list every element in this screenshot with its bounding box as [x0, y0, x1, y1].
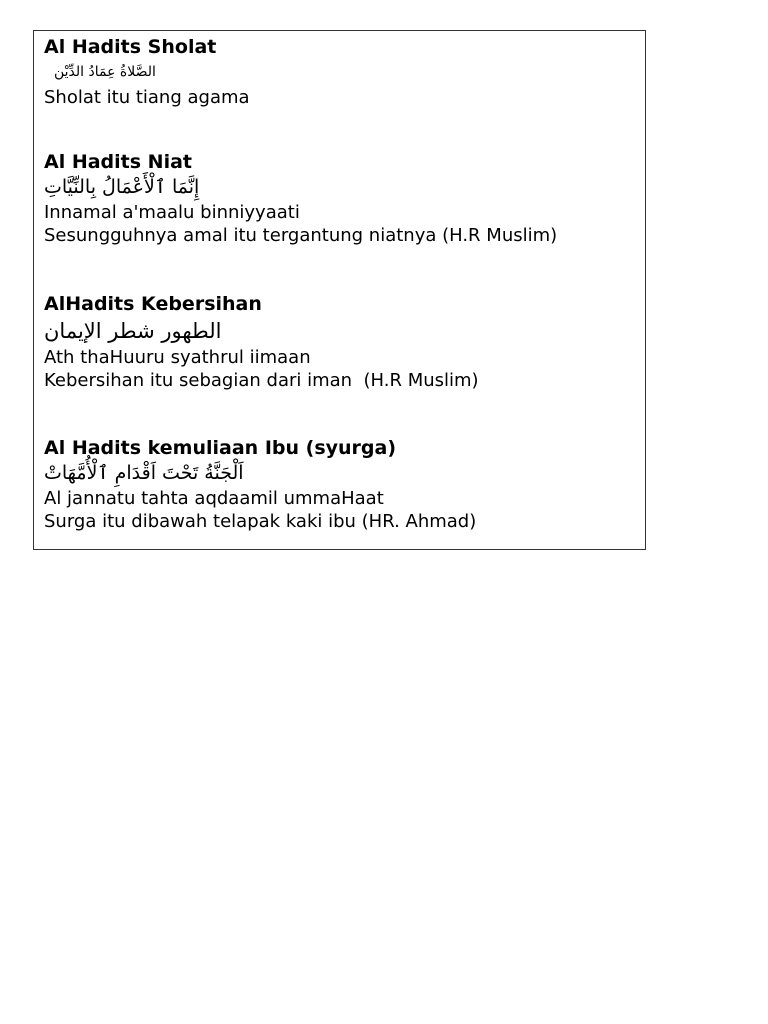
hadith-document-box — [33, 30, 646, 550]
hadith-section-niat — [44, 151, 644, 247]
transliteration-line: Ath thaHuuru syathrul iimaan — [44, 347, 311, 368]
arabic-text: اَلْجَنَّةُ تَحْتَ اَقْدَامِ ٱلْأُمَّهَاتْ — [44, 462, 244, 484]
arabic-text: إِنَّمَا ٱلْأَعْمَالُ بِالنِّيَّاتِ — [44, 176, 200, 198]
transliteration-line: Innamal a'maalu binniyyaati — [44, 202, 300, 223]
section-title: Al Hadits Sholat — [44, 36, 217, 58]
translation-line: Sesungguhnya amal itu tergantung niatnya (H.R Muslim) — [44, 225, 558, 246]
section-title: AlHadits Kebersihan — [44, 293, 262, 315]
arabic-text: الصَّلاةُ عِمَادُ الدِّيْن — [54, 64, 156, 80]
section-title: Al Hadits Niat — [44, 151, 192, 173]
hadith-section-sholat — [44, 36, 644, 109]
arabic-text: الطهور شطر الإيمان — [44, 319, 222, 343]
transliteration-line: Sholat itu tiang agama — [44, 87, 250, 108]
transliteration-line: Al jannatu tahta aqdaamil ummaHaat — [44, 488, 384, 509]
hadith-section-kemuliaan-ibu — [44, 437, 644, 533]
hadith-section-kebersihan — [44, 293, 644, 392]
translation-line: Kebersihan itu sebagian dari iman (H.R Muslim) — [44, 370, 479, 391]
section-title: Al Hadits kemuliaan Ibu (syurga) — [44, 437, 397, 459]
translation-line: Surga itu dibawah telapak kaki ibu (HR. Ahmad) — [44, 511, 477, 532]
